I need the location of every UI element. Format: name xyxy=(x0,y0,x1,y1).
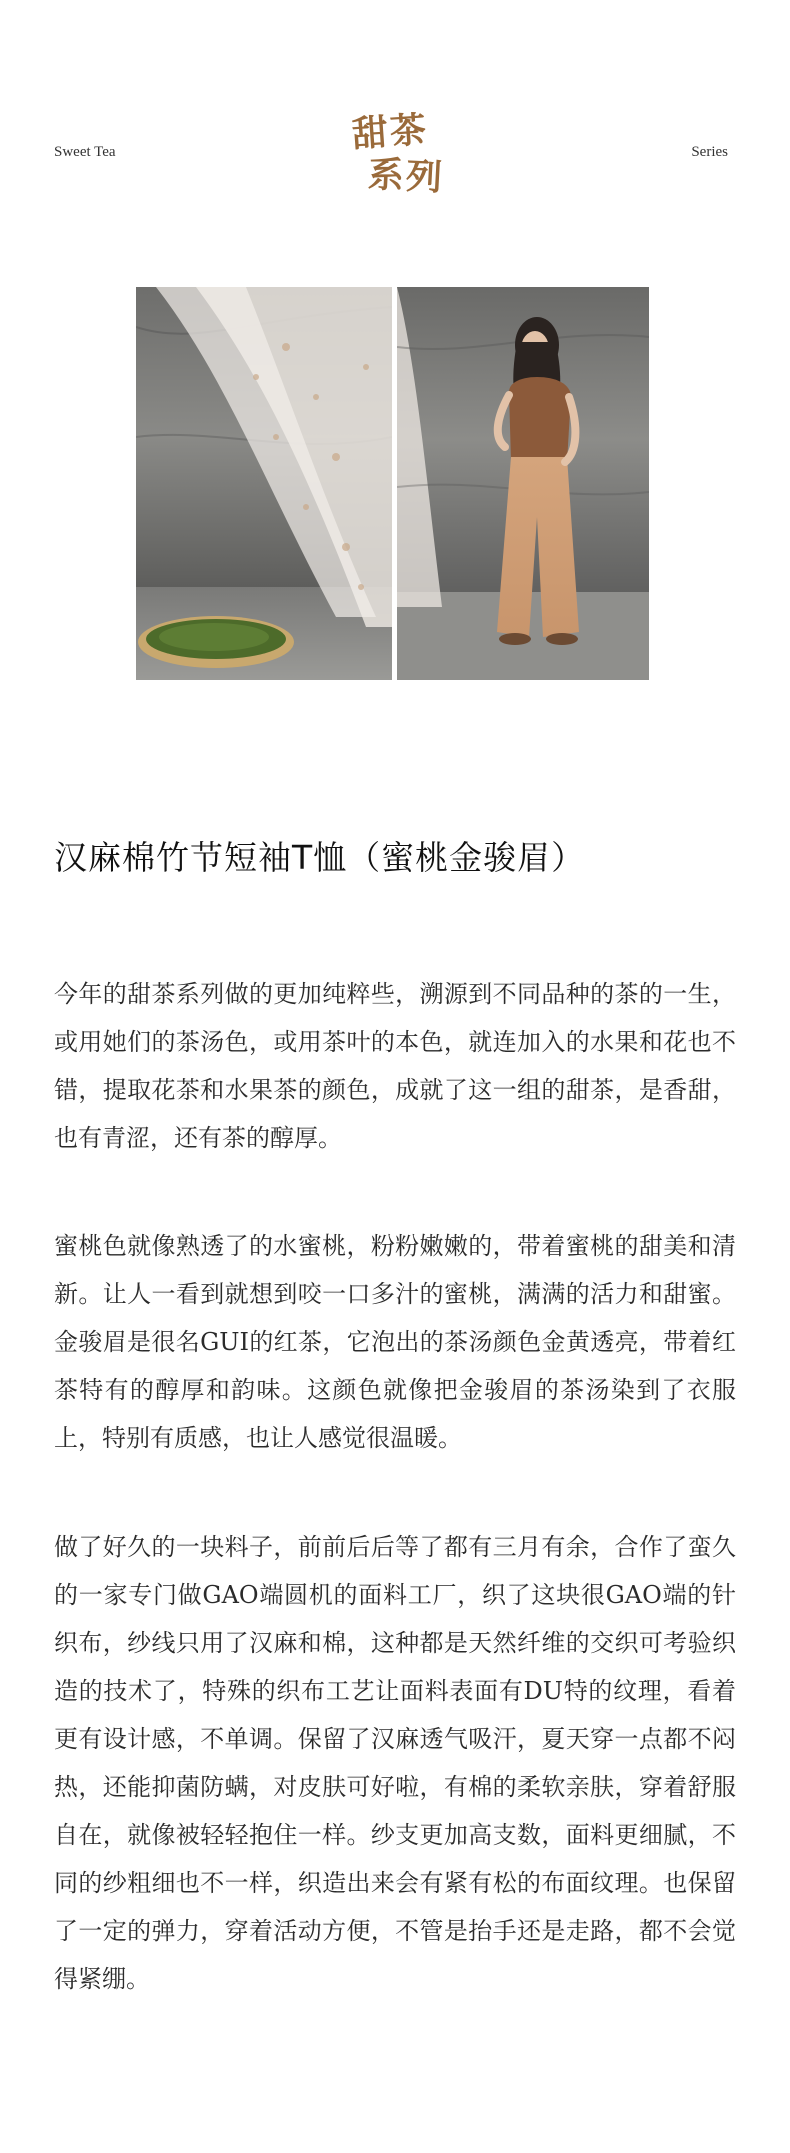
page-header xyxy=(0,0,790,230)
logo-line-2: 系列 xyxy=(366,153,446,199)
header-left-label: Sweet Tea xyxy=(54,144,116,160)
logo-line-1: 甜茶 xyxy=(350,108,430,156)
paragraph-fabric: 做了好久的一块料子，前前后后等了都有三月有余，合作了蛮久的一家专门做GAO端圆机的面料工厂，织了这块很GAO端的针织布，纱线只用了汉麻和棉，这种都是天然纤维的交织可考验织造的技术了，特殊的织布工艺让面料表面有DU特的纹理，看着更有设计感，不单调。保留了汉麻透气吸汗，夏天穿一点都不闷热，还能抑菌防螨，对皮肤可好啦，有棉的柔软亲肤，穿着舒服自在，就像被轻轻抱住一样。纱支更加高支数，面料更细腻，不同的纱粗细也不一样，织造出来会有紧有松的布面纹理。也保留了一定的弹力，穿着活动方便，不管是抬手还是走路，都不会觉得紧绷。 xyxy=(54,1533,736,1993)
brand-logo xyxy=(340,108,450,208)
product-title: 汉麻棉竹节短袖T恤（蜜桃金骏眉） xyxy=(54,838,586,877)
header-right-label: Series xyxy=(691,144,728,160)
sheer-fabric-and-tea-basket-photo xyxy=(136,287,392,680)
paragraph-color: 蜜桃色就像熟透了的水蜜桃，粉粉嫩嫩的，带着蜜桃的甜美和清新。让人一看到就想到咬一口多汁的蜜桃，满满的活力和甜蜜。金骏眉是很名GUI的红茶，它泡出的茶汤颜色金黄透亮，带着红茶特有的醇厚和韵味。这颜色就像把金骏眉的茶汤染到了衣服上，特别有质感，也让人感觉很温暖。 xyxy=(54,1232,736,1452)
model-in-peach-outfit-photo xyxy=(397,287,649,680)
paragraph-intro: 今年的甜茶系列做的更加纯粹些，溯源到不同品种的茶的一生，或用她们的茶汤色，或用茶叶的本色，就连加入的水果和花也不错，提取花茶和水果茶的颜色，成就了这一组的甜茶，是香甜，也有青涩，还有茶的醇厚。 xyxy=(54,980,736,1152)
product-photos xyxy=(136,287,649,680)
